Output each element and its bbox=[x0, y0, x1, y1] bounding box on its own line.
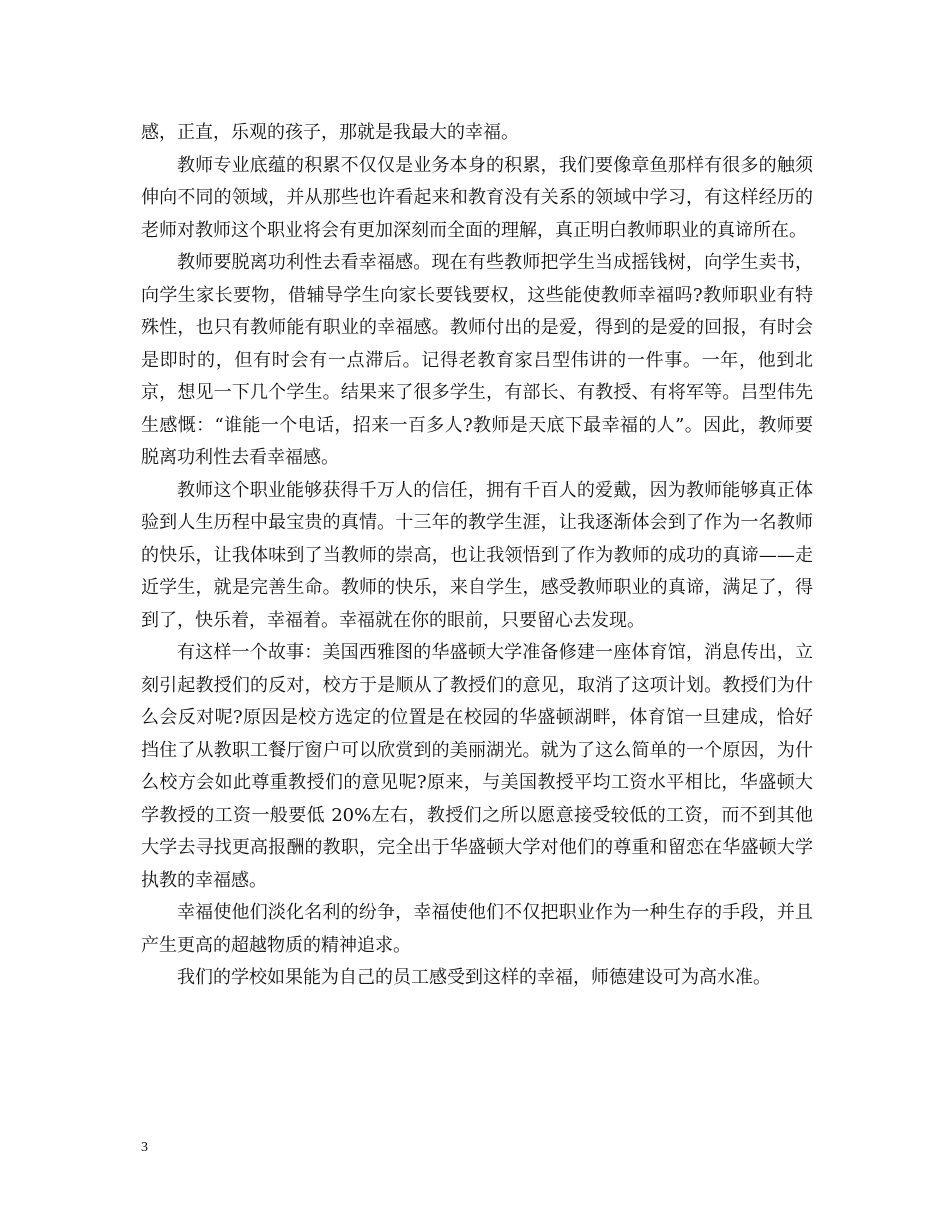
paragraph-1: 感，正直，乐观的孩子，那就是我最大的幸福。 bbox=[141, 122, 519, 143]
paragraph-2: 教师专业底蕴的积累不仅仅是业务本身的积累，我们要像章鱼那样有很多的触须伸向不同的领域，并从那些也许看起来和教育没有关系的领域中学习，有这样经历的老师对教师这个职业将会有更加深刻而全面的理解，真正明白教师职业的真谛所在。 bbox=[141, 154, 813, 241]
document-body bbox=[141, 117, 813, 995]
paragraph-5: 有这样一个故事：美国西雅图的华盛顿大学准备修建一座体育馆，消息传出，立刻引起教授们的反对，校方于是顺从了教授们的意见，取消了这项计划。教授们为什么会反对呢?原因是校方选定的位置是在校园的华盛顿湖畔，体育馆一旦建成，恰好挡住了从教职工餐厅窗户可以欣赏到的美丽湖光。就为了这么简单的一个原因，为什么校方会如此尊重教授们的意见呢?原来，与美国教授平均工资水平相比，华盛顿大学教授的工资一般要低 20%左右，教授们之所以愿意接受较低的工资，而不到其他大学去寻找更高报酬的教职，完全出于华盛顿大学对他们的尊重和留恋在华盛顿大学执教的幸福感。 bbox=[141, 642, 813, 891]
page-number: 3 bbox=[141, 1140, 148, 1155]
paragraph-6: 幸福使他们淡化名利的纷争，幸福使他们不仅把职业作为一种生存的手段，并且产生更高的超越物质的精神追求。 bbox=[141, 902, 813, 956]
paragraph-4: 教师这个职业能够获得千万人的信任，拥有千百人的爱戴，因为教师能够真正体验到人生历程中最宝贵的真情。十三年的教学生涯，让我逐渐体会到了作为一名教师的快乐，让我体味到了当教师的崇高，也让我领悟到了作为教师的成功的真谛——走近学生，就是完善生命。教师的快乐，来自学生，感受教师职业的真谛，满足了，得到了，快乐着，幸福着。幸福就在你的眼前，只要留心去发现。 bbox=[141, 479, 813, 631]
paragraph-7: 我们的学校如果能为自己的员工感受到这样的幸福，师德建设可为高水准。 bbox=[177, 967, 771, 988]
paragraph-3: 教师要脱离功利性去看幸福感。现在有些教师把学生当成摇钱树，向学生卖书，向学生家长要物，借辅导学生向家长要钱要权，这些能使教师幸福吗?教师职业有特殊性，也只有教师能有职业的幸福感。教师付出的是爱，得到的是爱的回报，有时会是即时的，但有时会有一点滞后。记得老教育家吕型伟讲的一件事。一年，他到北京，想见一下几个学生。结果来了很多学生，有部长、有教授、有将军等。吕型伟先生感慨：“谁能一个电话，招来一百多人?教师是天底下最幸福的人”。因此，教师要脱离功利性去看幸福感。 bbox=[141, 252, 813, 468]
